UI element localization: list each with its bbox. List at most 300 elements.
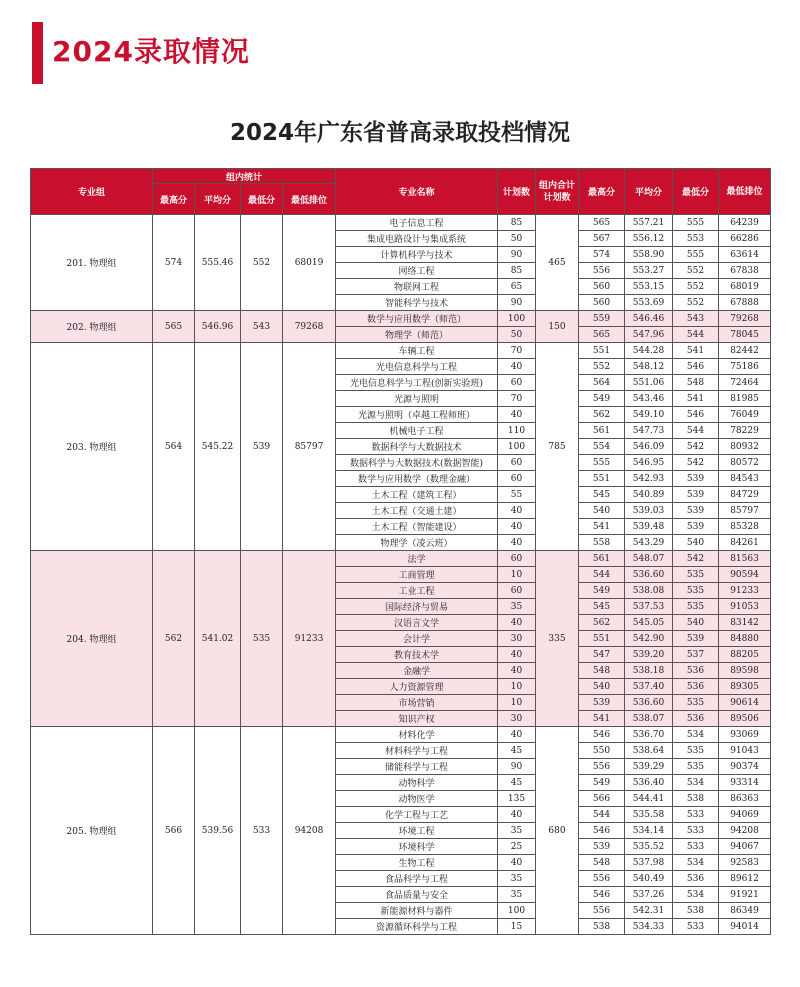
major-min-score: 544	[673, 327, 719, 343]
major-max-score: 551	[579, 631, 625, 647]
group-min-rank: 94208	[283, 727, 336, 935]
major-plan: 70	[498, 343, 536, 359]
major-max-score: 548	[579, 855, 625, 871]
col-group-min-rank: 最低排位	[283, 184, 336, 215]
major-min-score: 553	[673, 231, 719, 247]
major-min-rank: 82442	[719, 343, 771, 359]
group-avg-score: 555.46	[195, 215, 241, 311]
major-avg-score: 538.64	[625, 743, 673, 759]
major-avg-score: 534.14	[625, 823, 673, 839]
table-row	[31, 343, 771, 359]
group-name: 204. 物理组	[31, 551, 153, 727]
major-plan: 10	[498, 567, 536, 583]
major-plan: 40	[498, 855, 536, 871]
major-min-rank: 88205	[719, 647, 771, 663]
group-name: 201. 物理组	[31, 215, 153, 311]
major-avg-score: 535.52	[625, 839, 673, 855]
group-min-score: 539	[241, 343, 283, 551]
major-name: 环境工程	[336, 823, 498, 839]
major-min-score: 535	[673, 567, 719, 583]
major-max-score: 548	[579, 663, 625, 679]
major-max-score: 555	[579, 455, 625, 471]
major-min-score: 539	[673, 519, 719, 535]
group-name: 205. 物理组	[31, 727, 153, 935]
major-min-rank: 94067	[719, 839, 771, 855]
major-name: 网络工程	[336, 263, 498, 279]
table-body	[31, 215, 771, 935]
major-max-score: 556	[579, 903, 625, 919]
major-max-score: 554	[579, 439, 625, 455]
major-max-score: 550	[579, 743, 625, 759]
major-min-rank: 83142	[719, 615, 771, 631]
major-max-score: 541	[579, 711, 625, 727]
major-min-rank: 84729	[719, 487, 771, 503]
major-min-score: 536	[673, 679, 719, 695]
major-avg-score: 546.95	[625, 455, 673, 471]
major-max-score: 556	[579, 759, 625, 775]
major-min-rank: 67838	[719, 263, 771, 279]
major-plan: 100	[498, 311, 536, 327]
major-max-score: 539	[579, 839, 625, 855]
col-plan: 计划数	[498, 169, 536, 215]
col-major-max: 最高分	[579, 169, 625, 215]
major-avg-score: 546.46	[625, 311, 673, 327]
major-plan: 40	[498, 535, 536, 551]
major-plan: 35	[498, 871, 536, 887]
major-plan: 10	[498, 695, 536, 711]
major-name: 智能科学与技术	[336, 295, 498, 311]
major-avg-score: 548.07	[625, 551, 673, 567]
major-min-rank: 80572	[719, 455, 771, 471]
major-plan: 60	[498, 471, 536, 487]
major-avg-score: 537.26	[625, 887, 673, 903]
major-min-score: 533	[673, 823, 719, 839]
group-min-rank: 85797	[283, 343, 336, 551]
group-total-plan: 465	[536, 215, 579, 311]
major-min-score: 540	[673, 615, 719, 631]
major-min-score: 536	[673, 871, 719, 887]
table-row	[31, 311, 771, 327]
major-name: 工商管理	[336, 567, 498, 583]
major-plan: 30	[498, 711, 536, 727]
major-plan: 90	[498, 295, 536, 311]
major-name: 储能科学与工程	[336, 759, 498, 775]
major-avg-score: 536.40	[625, 775, 673, 791]
major-min-rank: 76049	[719, 407, 771, 423]
major-max-score: 546	[579, 823, 625, 839]
major-avg-score: 549.10	[625, 407, 673, 423]
major-min-score: 536	[673, 663, 719, 679]
major-avg-score: 553.69	[625, 295, 673, 311]
group-avg-score: 539.56	[195, 727, 241, 935]
major-max-score: 540	[579, 503, 625, 519]
major-avg-score: 544.28	[625, 343, 673, 359]
major-plan: 100	[498, 903, 536, 919]
major-min-rank: 90374	[719, 759, 771, 775]
major-min-rank: 68019	[719, 279, 771, 295]
major-plan: 40	[498, 663, 536, 679]
col-major: 专业名称	[336, 169, 498, 215]
major-plan: 15	[498, 919, 536, 935]
col-major-min-rank: 最低排位	[719, 169, 771, 215]
major-plan: 30	[498, 631, 536, 647]
major-max-score: 539	[579, 695, 625, 711]
heading-accent-bar	[32, 22, 43, 84]
major-name: 数据科学与大数据技术	[336, 439, 498, 455]
major-plan: 65	[498, 279, 536, 295]
major-min-score: 542	[673, 455, 719, 471]
major-min-rank: 91921	[719, 887, 771, 903]
group-avg-score: 545.22	[195, 343, 241, 551]
major-min-score: 533	[673, 919, 719, 935]
major-avg-score: 539.20	[625, 647, 673, 663]
major-min-rank: 89612	[719, 871, 771, 887]
major-min-rank: 67888	[719, 295, 771, 311]
major-name: 材料化学	[336, 727, 498, 743]
major-min-score: 533	[673, 807, 719, 823]
major-avg-score: 536.60	[625, 695, 673, 711]
major-avg-score: 543.46	[625, 391, 673, 407]
major-name: 材料科学与工程	[336, 743, 498, 759]
major-avg-score: 542.31	[625, 903, 673, 919]
major-name: 数学与应用数学（数理金融）	[336, 471, 498, 487]
major-plan: 70	[498, 391, 536, 407]
group-total-plan: 785	[536, 343, 579, 551]
major-min-rank: 79268	[719, 311, 771, 327]
major-min-rank: 86363	[719, 791, 771, 807]
major-plan: 40	[498, 503, 536, 519]
major-min-rank: 80932	[719, 439, 771, 455]
major-min-score: 548	[673, 375, 719, 391]
major-min-rank: 89506	[719, 711, 771, 727]
major-min-rank: 66286	[719, 231, 771, 247]
major-plan: 90	[498, 247, 536, 263]
col-group-min: 最低分	[241, 184, 283, 215]
major-plan: 100	[498, 439, 536, 455]
major-name: 光源与照明（卓越工程师班）	[336, 407, 498, 423]
group-max-score: 566	[153, 727, 195, 935]
major-min-rank: 92583	[719, 855, 771, 871]
major-min-score: 534	[673, 855, 719, 871]
major-min-rank: 78229	[719, 423, 771, 439]
col-inner-stats: 组内统计	[153, 169, 336, 184]
major-min-score: 540	[673, 535, 719, 551]
major-avg-score: 538.07	[625, 711, 673, 727]
major-name: 工业工程	[336, 583, 498, 599]
major-avg-score: 536.70	[625, 727, 673, 743]
major-plan: 40	[498, 647, 536, 663]
group-min-score: 552	[241, 215, 283, 311]
major-min-rank: 93069	[719, 727, 771, 743]
major-max-score: 552	[579, 359, 625, 375]
major-avg-score: 537.98	[625, 855, 673, 871]
major-max-score: 561	[579, 423, 625, 439]
major-avg-score: 537.53	[625, 599, 673, 615]
major-name: 光源与照明	[336, 391, 498, 407]
major-min-score: 534	[673, 775, 719, 791]
major-min-score: 546	[673, 359, 719, 375]
major-name: 金融学	[336, 663, 498, 679]
major-max-score: 544	[579, 807, 625, 823]
major-min-score: 542	[673, 551, 719, 567]
major-name: 会计学	[336, 631, 498, 647]
major-name: 动物医学	[336, 791, 498, 807]
major-avg-score: 553.15	[625, 279, 673, 295]
group-name: 203. 物理组	[31, 343, 153, 551]
group-min-score: 543	[241, 311, 283, 343]
major-avg-score: 545.05	[625, 615, 673, 631]
major-plan: 60	[498, 455, 536, 471]
major-name: 资源循环科学与工程	[336, 919, 498, 935]
major-max-score: 546	[579, 727, 625, 743]
major-name: 数学与应用数学（师范）	[336, 311, 498, 327]
major-plan: 40	[498, 359, 536, 375]
major-name: 国际经济与贸易	[336, 599, 498, 615]
major-max-score: 559	[579, 311, 625, 327]
major-name: 光电信息科学与工程	[336, 359, 498, 375]
major-avg-score: 539.03	[625, 503, 673, 519]
major-min-score: 539	[673, 487, 719, 503]
col-group: 专业组	[31, 169, 153, 215]
major-name: 车辆工程	[336, 343, 498, 359]
group-total-plan: 335	[536, 551, 579, 727]
major-plan: 55	[498, 487, 536, 503]
table-row	[31, 551, 771, 567]
major-name: 汉语言文学	[336, 615, 498, 631]
major-min-rank: 90614	[719, 695, 771, 711]
major-max-score: 549	[579, 583, 625, 599]
major-max-score: 538	[579, 919, 625, 935]
major-avg-score: 536.60	[625, 567, 673, 583]
major-min-score: 539	[673, 503, 719, 519]
major-plan: 40	[498, 807, 536, 823]
major-min-score: 552	[673, 279, 719, 295]
major-min-rank: 91233	[719, 583, 771, 599]
major-plan: 40	[498, 615, 536, 631]
major-max-score: 567	[579, 231, 625, 247]
major-avg-score: 539.48	[625, 519, 673, 535]
major-name: 土木工程（交通土建）	[336, 503, 498, 519]
major-name: 计算机科学与技术	[336, 247, 498, 263]
major-min-rank: 94014	[719, 919, 771, 935]
major-name: 食品质量与安全	[336, 887, 498, 903]
major-name: 生物工程	[336, 855, 498, 871]
major-max-score: 566	[579, 791, 625, 807]
major-plan: 40	[498, 727, 536, 743]
table-header	[31, 169, 771, 215]
major-name: 环境科学	[336, 839, 498, 855]
major-min-rank: 85328	[719, 519, 771, 535]
major-plan: 50	[498, 231, 536, 247]
major-name: 机械电子工程	[336, 423, 498, 439]
major-avg-score: 546.09	[625, 439, 673, 455]
group-total-plan: 680	[536, 727, 579, 935]
major-avg-score: 534.33	[625, 919, 673, 935]
major-avg-score: 547.96	[625, 327, 673, 343]
major-min-score: 552	[673, 295, 719, 311]
major-min-score: 552	[673, 263, 719, 279]
major-plan: 25	[498, 839, 536, 855]
major-avg-score: 540.89	[625, 487, 673, 503]
major-name: 物理学（凌云班）	[336, 535, 498, 551]
major-plan: 10	[498, 679, 536, 695]
major-min-rank: 85797	[719, 503, 771, 519]
major-min-score: 539	[673, 631, 719, 647]
major-min-score: 538	[673, 903, 719, 919]
major-min-rank: 86349	[719, 903, 771, 919]
major-min-score: 542	[673, 439, 719, 455]
table-row	[31, 727, 771, 743]
major-max-score: 562	[579, 407, 625, 423]
major-plan: 90	[498, 759, 536, 775]
major-min-score: 535	[673, 599, 719, 615]
major-max-score: 547	[579, 647, 625, 663]
major-name: 人力资源管理	[336, 679, 498, 695]
major-max-score: 540	[579, 679, 625, 695]
major-avg-score: 538.18	[625, 663, 673, 679]
major-name: 物联网工程	[336, 279, 498, 295]
major-min-score: 534	[673, 887, 719, 903]
major-name: 数据科学与大数据技术(数据智能)	[336, 455, 498, 471]
major-max-score: 549	[579, 775, 625, 791]
major-max-score: 562	[579, 615, 625, 631]
major-avg-score: 551.06	[625, 375, 673, 391]
major-name: 法学	[336, 551, 498, 567]
major-avg-score: 557.21	[625, 215, 673, 231]
major-max-score: 549	[579, 391, 625, 407]
major-min-rank: 89305	[719, 679, 771, 695]
group-min-rank: 68019	[283, 215, 336, 311]
major-name: 化学工程与工艺	[336, 807, 498, 823]
major-min-score: 555	[673, 215, 719, 231]
group-max-score: 562	[153, 551, 195, 727]
group-max-score: 565	[153, 311, 195, 343]
group-name: 202. 物理组	[31, 311, 153, 343]
major-plan: 60	[498, 551, 536, 567]
major-max-score: 565	[579, 215, 625, 231]
major-plan: 35	[498, 823, 536, 839]
major-min-rank: 90594	[719, 567, 771, 583]
major-min-score: 544	[673, 423, 719, 439]
major-avg-score: 544.41	[625, 791, 673, 807]
major-plan: 45	[498, 743, 536, 759]
col-group-max: 最高分	[153, 184, 195, 215]
major-avg-score: 537.40	[625, 679, 673, 695]
major-avg-score: 558.90	[625, 247, 673, 263]
major-max-score: 556	[579, 263, 625, 279]
major-plan: 60	[498, 583, 536, 599]
major-plan: 135	[498, 791, 536, 807]
major-min-score: 535	[673, 759, 719, 775]
major-avg-score: 542.93	[625, 471, 673, 487]
major-min-score: 537	[673, 647, 719, 663]
major-max-score: 556	[579, 871, 625, 887]
group-min-score: 533	[241, 727, 283, 935]
major-min-rank: 94069	[719, 807, 771, 823]
group-avg-score: 546.96	[195, 311, 241, 343]
major-plan: 40	[498, 407, 536, 423]
major-max-score: 545	[579, 487, 625, 503]
major-name: 光电信息科学与工程(创新实验班)	[336, 375, 498, 391]
col-major-min: 最低分	[673, 169, 719, 215]
major-min-rank: 81985	[719, 391, 771, 407]
major-name: 知识产权	[336, 711, 498, 727]
major-name: 土木工程（建筑工程）	[336, 487, 498, 503]
major-min-rank: 84261	[719, 535, 771, 551]
major-min-rank: 81563	[719, 551, 771, 567]
major-min-score: 538	[673, 791, 719, 807]
major-min-rank: 84543	[719, 471, 771, 487]
major-avg-score: 535.58	[625, 807, 673, 823]
major-max-score: 546	[579, 887, 625, 903]
major-max-score: 541	[579, 519, 625, 535]
major-avg-score: 542.90	[625, 631, 673, 647]
major-max-score: 560	[579, 279, 625, 295]
major-max-score: 565	[579, 327, 625, 343]
major-min-rank: 63614	[719, 247, 771, 263]
major-plan: 45	[498, 775, 536, 791]
major-min-score: 533	[673, 839, 719, 855]
major-avg-score: 548.12	[625, 359, 673, 375]
major-name: 市场营销	[336, 695, 498, 711]
major-min-rank: 91053	[719, 599, 771, 615]
major-max-score: 551	[579, 471, 625, 487]
table-title: 2024年广东省普高录取投档情况	[229, 120, 570, 146]
major-name: 食品科学与工程	[336, 871, 498, 887]
group-avg-score: 541.02	[195, 551, 241, 727]
major-avg-score: 553.27	[625, 263, 673, 279]
major-min-score: 536	[673, 711, 719, 727]
major-avg-score: 538.08	[625, 583, 673, 599]
major-min-rank: 94208	[719, 823, 771, 839]
major-name: 新能源材料与器件	[336, 903, 498, 919]
major-plan: 35	[498, 887, 536, 903]
col-group-plan: 组内合计计划数	[536, 169, 579, 215]
major-avg-score: 547.73	[625, 423, 673, 439]
major-max-score: 564	[579, 375, 625, 391]
major-plan: 110	[498, 423, 536, 439]
major-min-rank: 91043	[719, 743, 771, 759]
major-min-rank: 89598	[719, 663, 771, 679]
major-plan: 85	[498, 215, 536, 231]
major-min-score: 539	[673, 471, 719, 487]
major-name: 土木工程（智能建设）	[336, 519, 498, 535]
group-max-score: 574	[153, 215, 195, 311]
table-row	[31, 215, 771, 231]
major-name: 电子信息工程	[336, 215, 498, 231]
major-min-rank: 93314	[719, 775, 771, 791]
major-max-score: 545	[579, 599, 625, 615]
major-name: 物理学（师范）	[336, 327, 498, 343]
major-max-score: 551	[579, 343, 625, 359]
group-max-score: 564	[153, 343, 195, 551]
major-plan: 35	[498, 599, 536, 615]
major-name: 动物科学	[336, 775, 498, 791]
major-max-score: 574	[579, 247, 625, 263]
major-avg-score: 540.49	[625, 871, 673, 887]
major-max-score: 560	[579, 295, 625, 311]
section-heading: 2024录取情况	[52, 35, 250, 68]
major-name: 教育技术学	[336, 647, 498, 663]
major-max-score: 561	[579, 551, 625, 567]
major-min-rank: 78045	[719, 327, 771, 343]
major-avg-score: 543.29	[625, 535, 673, 551]
admission-table	[30, 168, 771, 935]
major-min-score: 535	[673, 583, 719, 599]
group-min-score: 535	[241, 551, 283, 727]
major-min-score: 541	[673, 343, 719, 359]
major-min-score: 546	[673, 407, 719, 423]
